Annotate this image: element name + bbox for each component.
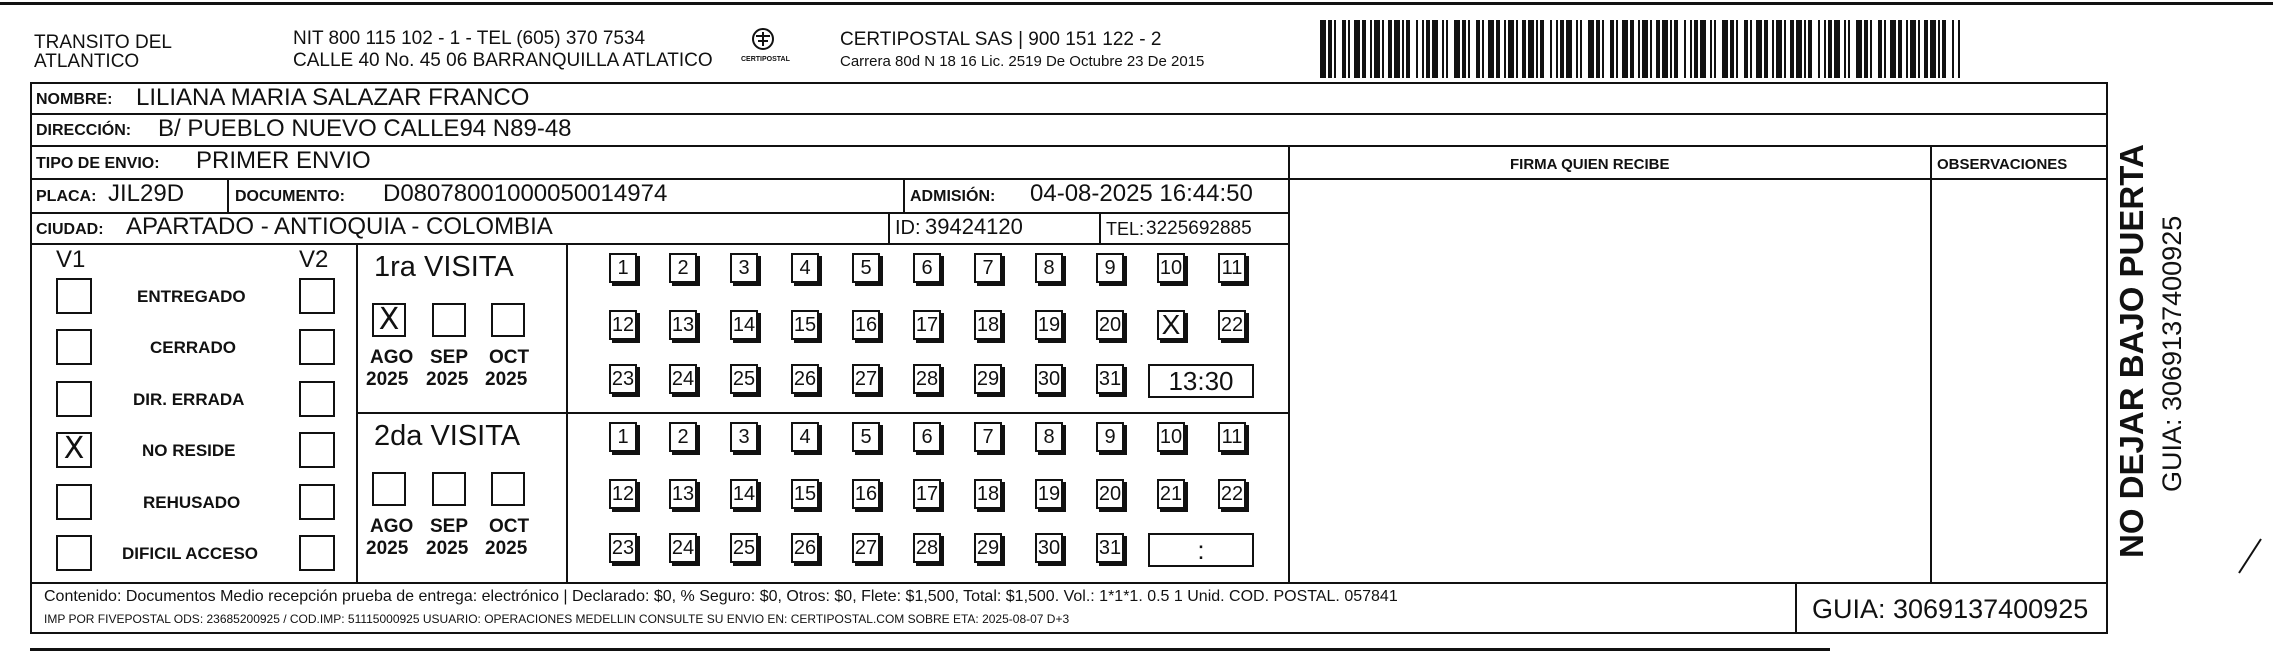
barcode-bar: [1504, 20, 1506, 78]
day-box-8[interactable]: 8: [1035, 422, 1063, 452]
month-name: AGO: [370, 516, 414, 537]
barcode-bar: [1334, 20, 1336, 78]
barcode-bar: [1610, 20, 1614, 78]
barcode-bar: [1884, 20, 1886, 78]
barcode-bar: [1374, 20, 1380, 78]
month-checkbox[interactable]: [432, 303, 466, 337]
day-box-1[interactable]: 1: [609, 422, 637, 452]
barcode-bar: [1722, 20, 1728, 78]
day-box-11[interactable]: 11: [1218, 422, 1246, 452]
barcode-bar: [1938, 20, 1940, 78]
barcode-bar: [1556, 20, 1558, 78]
day-box-19[interactable]: 19: [1035, 310, 1063, 340]
barcode-bar: [1462, 20, 1466, 78]
day-box-8[interactable]: 8: [1035, 253, 1063, 283]
barcode-bar: [1864, 20, 1868, 78]
visit-title: 1ra VISITA: [374, 251, 514, 283]
day-box-2[interactable]: 2: [669, 422, 697, 452]
barcode-bar: [1320, 20, 1326, 78]
barcode-bar: [1508, 20, 1514, 78]
day-box-20[interactable]: 20: [1096, 310, 1124, 340]
barcode-bar: [1536, 20, 1538, 78]
month-checkbox[interactable]: [432, 472, 466, 506]
observaciones-label: OBSERVACIONES: [1937, 156, 2068, 173]
day-box-11[interactable]: 11: [1218, 253, 1246, 283]
status-v1-checkbox[interactable]: [56, 535, 92, 571]
barcode-bar: [1878, 20, 1882, 78]
day-box-18[interactable]: 18: [974, 310, 1002, 340]
tipo-envio-label: TIPO DE ENVIO:: [36, 155, 160, 172]
barcode-bar: [1736, 20, 1738, 78]
barcode-bar: [1402, 20, 1404, 78]
v1-label: V1: [56, 246, 86, 273]
barcode-bar: [1776, 20, 1782, 78]
day-box-21[interactable]: X: [1157, 310, 1185, 340]
day-box-9[interactable]: 9: [1096, 253, 1124, 283]
day-box-26[interactable]: 26: [791, 364, 819, 394]
month-year: 2025: [485, 538, 528, 559]
footer-guia-box: GUIA: 3069137400925: [1812, 594, 2089, 624]
day-box-13[interactable]: 13: [669, 310, 697, 340]
barcode-bar: [1476, 20, 1480, 78]
day-box-28[interactable]: 28: [913, 364, 941, 394]
tipo-envio-value: PRIMER ENVIO: [196, 147, 371, 174]
barcode-bar: [1370, 20, 1372, 78]
month-name: OCT: [489, 347, 530, 368]
barcode-bar: [1454, 20, 1460, 78]
barcode-bar: [1602, 20, 1604, 78]
barcode-bar: [1468, 20, 1470, 78]
day-box-14[interactable]: 14: [730, 479, 758, 509]
company-line: CERTIPOSTAL SAS | 900 151 122 - 2: [840, 29, 1162, 50]
barcode-bar: [1870, 20, 1872, 78]
day-box-5[interactable]: 5: [852, 422, 880, 452]
barcode-bar: [1550, 20, 1552, 78]
month-checkbox[interactable]: [491, 303, 525, 337]
barcode-bar: [1910, 20, 1916, 78]
barcode-bar: [1662, 20, 1668, 78]
barcode-bar: [1834, 20, 1840, 78]
barcode-bar: [1540, 20, 1544, 78]
day-box-14[interactable]: 14: [730, 310, 758, 340]
footer-contenido: Contenido: Documentos Medio recepción prueba de entrega: electrónico | Declarado: $0, % Seguro: $0, Otros: $0, Flete: $1,500, Total: $1,500. Vol.: 1*1*1. 0.5 1 Unid. COD. POSTAL. 057841: [44, 588, 1398, 605]
scan-edge-bottom: [30, 648, 1830, 651]
barcode-bar: [1342, 20, 1346, 78]
barcode: [1320, 20, 1960, 78]
issuer-address-line: CALLE 40 No. 45 06 BARRANQUILLA ATLATICO: [293, 50, 713, 71]
barcode-bar: [1382, 20, 1384, 78]
time-box[interactable]: 13:30: [1148, 364, 1254, 398]
month-name: SEP: [430, 347, 469, 368]
month-checkbox[interactable]: [372, 472, 406, 506]
issuer-name-line2: ATLANTICO: [34, 51, 140, 72]
barcode-bar: [1426, 20, 1430, 78]
day-box-6[interactable]: 6: [913, 422, 941, 452]
visit-title: 2da VISITA: [374, 420, 521, 452]
month-checkbox[interactable]: X: [372, 303, 406, 337]
status-v2-checkbox[interactable]: [299, 329, 335, 365]
direccion-label: DIRECCIÓN:: [36, 122, 132, 139]
day-box-18[interactable]: 18: [974, 479, 1002, 509]
day-box-24[interactable]: 24: [669, 364, 697, 394]
month-year: 2025: [426, 369, 469, 390]
status-v2-checkbox[interactable]: [299, 278, 335, 314]
month-name: SEP: [430, 516, 469, 537]
ciudad-label: CIUDAD:: [36, 221, 104, 238]
status-row-label: REHUSADO: [143, 493, 241, 512]
month-name: AGO: [370, 347, 414, 368]
day-box-9[interactable]: 9: [1096, 422, 1124, 452]
day-box-17[interactable]: 17: [913, 310, 941, 340]
status-v2-checkbox[interactable]: [299, 381, 335, 417]
day-box-23[interactable]: 23: [609, 533, 637, 563]
status-v2-checkbox[interactable]: [299, 432, 335, 468]
nombre-label: NOMBRE:: [36, 91, 113, 108]
month-year: 2025: [366, 369, 409, 390]
day-box-12[interactable]: 12: [609, 479, 637, 509]
barcode-bar: [1616, 20, 1618, 78]
barcode-bar: [1730, 20, 1734, 78]
time-box[interactable]: :: [1148, 533, 1254, 567]
day-box-28[interactable]: 28: [913, 533, 941, 563]
barcode-bar: [1522, 20, 1526, 78]
barcode-bar: [1622, 20, 1628, 78]
day-box-13[interactable]: 13: [669, 479, 697, 509]
month-year: 2025: [366, 538, 409, 559]
barcode-bar: [1566, 20, 1572, 78]
status-row-label: DIR. ERRADA: [133, 390, 245, 409]
barcode-bar: [1560, 20, 1564, 78]
day-box-27[interactable]: 27: [852, 364, 880, 394]
day-box-21[interactable]: 21: [1157, 479, 1185, 509]
barcode-bar: [1808, 20, 1812, 78]
day-box-27[interactable]: 27: [852, 533, 880, 563]
barcode-bar: [1670, 20, 1672, 78]
day-box-30[interactable]: 30: [1035, 364, 1063, 394]
day-box-12[interactable]: 12: [609, 310, 637, 340]
day-box-7[interactable]: 7: [974, 253, 1002, 283]
status-v2-checkbox[interactable]: [299, 484, 335, 520]
barcode-bar: [1890, 20, 1896, 78]
license-line: Carrera 80d N 18 16 Lic. 2519 De Octubre 23 De 2015: [840, 53, 1205, 70]
day-box-29[interactable]: 29: [974, 364, 1002, 394]
day-box-1[interactable]: 1: [609, 253, 637, 283]
footer-imp-line: IMP POR FIVEPOSTAL ODS: 23685200925 / COD.IMP: 51115000925 USUARIO: OPERACIONES MEDELLIN CONSULTE SU ENVIO EN: CERTIPOSTAL.COM SOBRE ETA: 2025-08-07 D+3: [44, 612, 1070, 626]
day-box-30[interactable]: 30: [1035, 533, 1063, 563]
day-box-10[interactable]: 10: [1157, 253, 1185, 283]
day-box-26[interactable]: 26: [791, 533, 819, 563]
status-v1-checkbox[interactable]: [56, 381, 92, 417]
side-guia: GUIA: 3069137400925: [2157, 215, 2187, 492]
barcode-bar: [1784, 20, 1786, 78]
issuer-nit-line: NIT 800 115 102 - 1 - TEL (605) 370 7534: [293, 28, 646, 49]
day-box-7[interactable]: 7: [974, 422, 1002, 452]
barcode-bar: [1406, 20, 1410, 78]
barcode-bar: [1710, 20, 1712, 78]
firma-label: FIRMA QUIEN RECIBE: [1510, 156, 1670, 173]
barcode-bar: [1952, 20, 1954, 78]
barcode-bar: [1924, 20, 1928, 78]
barcode-bar: [1642, 20, 1648, 78]
day-box-5[interactable]: 5: [852, 253, 880, 283]
day-box-16[interactable]: 16: [852, 479, 880, 509]
day-box-3[interactable]: 3: [730, 422, 758, 452]
month-checkbox[interactable]: [491, 472, 525, 506]
barcode-bar: [1756, 20, 1762, 78]
issuer-name-line1: TRANSITO DEL: [34, 32, 172, 53]
day-box-31[interactable]: 31: [1096, 533, 1124, 563]
barcode-bar: [1828, 20, 1832, 78]
day-box-29[interactable]: 29: [974, 533, 1002, 563]
barcode-bar: [1856, 20, 1862, 78]
barcode-bar: [1942, 20, 1946, 78]
barcode-bar: [1416, 20, 1418, 78]
barcode-bar: [1656, 20, 1660, 78]
barcode-bar: [1824, 20, 1826, 78]
barcode-bar: [1354, 20, 1360, 78]
day-box-19[interactable]: 19: [1035, 479, 1063, 509]
barcode-bar: [1422, 20, 1424, 78]
status-v1-checkbox[interactable]: [56, 484, 92, 520]
ciudad-value: APARTADO - ANTIOQUIA - COLOMBIA: [126, 213, 553, 240]
barcode-bar: [1906, 20, 1908, 78]
barcode-bar: [1848, 20, 1850, 78]
day-box-22[interactable]: 22: [1218, 479, 1246, 509]
month-name: OCT: [489, 516, 530, 537]
day-box-15[interactable]: 15: [791, 479, 819, 509]
barcode-bar: [1958, 20, 1960, 78]
v2-label: V2: [299, 246, 329, 273]
status-v2-checkbox[interactable]: [299, 535, 335, 571]
barcode-bar: [1482, 20, 1484, 78]
status-row-label: DIFICIL ACCESO: [122, 544, 259, 563]
barcode-bar: [1596, 20, 1600, 78]
certipostal-logo: [738, 26, 788, 70]
logo-text: CERTIPOSTAL: [741, 56, 790, 63]
barcode-bar: [1714, 20, 1716, 78]
status-row-label: ENTREGADO: [137, 287, 246, 306]
barcode-bar: [1348, 20, 1350, 78]
barcode-bar: [1516, 20, 1518, 78]
day-box-15[interactable]: 15: [791, 310, 819, 340]
barcode-bar: [1362, 20, 1366, 78]
day-box-16[interactable]: 16: [852, 310, 880, 340]
scan-edge-top: [0, 2, 2273, 5]
barcode-bar: [1930, 20, 1936, 78]
barcode-bar: [1638, 20, 1640, 78]
day-box-10[interactable]: 10: [1157, 422, 1185, 452]
barcode-bar: [1442, 20, 1444, 78]
admision-label: ADMISIÓN:: [910, 188, 996, 205]
barcode-bar: [1446, 20, 1448, 78]
direccion-value: B/ PUEBLO NUEVO CALLE94 N89-48: [158, 115, 572, 142]
barcode-bar: [1790, 20, 1794, 78]
id-label: ID:: [895, 217, 921, 239]
barcode-bar: [1898, 20, 1902, 78]
status-row-label: CERRADO: [150, 338, 236, 357]
day-box-4[interactable]: 4: [791, 422, 819, 452]
barcode-bar: [1528, 20, 1534, 78]
documento-label: DOCUMENTO:: [235, 188, 345, 205]
barcode-bar: [1918, 20, 1920, 78]
day-box-25[interactable]: 25: [730, 533, 758, 563]
placa-label: PLACA:: [36, 188, 97, 205]
barcode-bar: [1694, 20, 1698, 78]
barcode-bar: [1576, 20, 1578, 78]
barcode-bar: [1750, 20, 1752, 78]
day-box-25[interactable]: 25: [730, 364, 758, 394]
barcode-bar: [1844, 20, 1846, 78]
placa-value: JIL29D: [108, 180, 185, 207]
day-box-2[interactable]: 2: [669, 253, 697, 283]
day-box-22[interactable]: 22: [1218, 310, 1246, 340]
barcode-bar: [1764, 20, 1768, 78]
barcode-bar: [1488, 20, 1494, 78]
tel-value: 3225692885: [1146, 218, 1252, 239]
barcode-bar: [1690, 20, 1692, 78]
month-year: 2025: [485, 369, 528, 390]
barcode-bar: [1496, 20, 1500, 78]
barcode-bar: [1580, 20, 1582, 78]
status-v1-checkbox[interactable]: X: [56, 432, 92, 468]
nombre-value: LILIANA MARIA SALAZAR FRANCO: [136, 84, 530, 111]
day-box-17[interactable]: 17: [913, 479, 941, 509]
barcode-bar: [1432, 20, 1438, 78]
day-box-23[interactable]: 23: [609, 364, 637, 394]
scan-mark: [2235, 535, 2265, 575]
tel-label: TEL:: [1106, 219, 1145, 239]
barcode-bar: [1328, 20, 1332, 78]
barcode-bar: [1674, 20, 1678, 78]
barcode-bar: [1796, 20, 1802, 78]
day-box-20[interactable]: 20: [1096, 479, 1124, 509]
admision-value: 04-08-2025 16:44:50: [1030, 180, 1253, 207]
barcode-bar: [1744, 20, 1748, 78]
barcode-bar: [1588, 20, 1594, 78]
barcode-bar: [1394, 20, 1400, 78]
barcode-bar: [1772, 20, 1774, 78]
status-v1-checkbox[interactable]: [56, 278, 92, 314]
status-row-label: NO RESIDE: [142, 441, 236, 460]
side-warning: NO DEJAR BAJO PUERTA: [2113, 144, 2150, 558]
barcode-bar: [1630, 20, 1634, 78]
barcode-bar: [1684, 20, 1686, 78]
barcode-bar: [1388, 20, 1392, 78]
barcode-bar: [1818, 20, 1820, 78]
day-box-6[interactable]: 6: [913, 253, 941, 283]
status-v1-checkbox[interactable]: [56, 329, 92, 365]
day-box-24[interactable]: 24: [669, 533, 697, 563]
day-box-3[interactable]: 3: [730, 253, 758, 283]
day-box-4[interactable]: 4: [791, 253, 819, 283]
day-box-31[interactable]: 31: [1096, 364, 1124, 394]
barcode-bar: [1700, 20, 1706, 78]
documento-value: D08078001000050014974: [383, 180, 668, 207]
id-value: 39424120: [925, 214, 1023, 239]
barcode-bar: [1650, 20, 1652, 78]
barcode-bar: [1804, 20, 1806, 78]
month-year: 2025: [426, 538, 469, 559]
